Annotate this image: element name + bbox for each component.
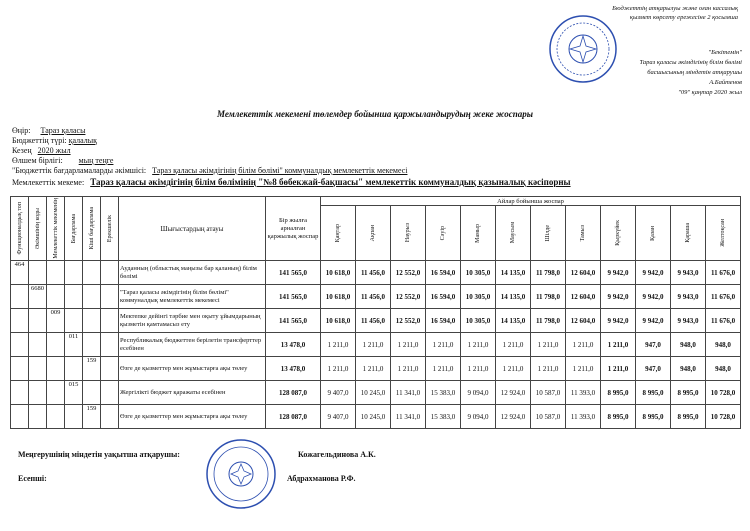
month-value-cell: 9 942,0 bbox=[636, 285, 671, 309]
corner-note-line2: қызмет көрсету ережесіне 2 қосымша bbox=[629, 14, 738, 21]
month-value-cell: 10 305,0 bbox=[461, 261, 496, 285]
code-cell: 011 bbox=[65, 333, 83, 357]
month-value-cell: 1 211,0 bbox=[356, 333, 391, 357]
month-value-cell: 15 383,0 bbox=[426, 381, 461, 405]
month-value-cell: 11 798,0 bbox=[531, 309, 566, 333]
months-group-header: Айлар бойынша жоспар bbox=[321, 197, 741, 206]
code-cell bbox=[29, 405, 47, 429]
month-value-cell: 10 245,0 bbox=[356, 405, 391, 429]
admin-value: Тараз қаласы әкімдігінің білім бөлімі" коммуналдық мемлекеттік мекемесі bbox=[152, 166, 408, 175]
approval-line1: Тараз қаласы әкімдігінің білім бөлімі bbox=[639, 59, 742, 66]
admin-label: "Бюджеттік бағдарламаларды әкімшісі: bbox=[12, 166, 147, 175]
month-value-cell: 10 305,0 bbox=[461, 309, 496, 333]
annual-total-cell: 128 087,0 bbox=[266, 381, 321, 405]
code-header: Мемлекеттік мекеменің bbox=[47, 197, 65, 261]
code-cell bbox=[47, 381, 65, 405]
code-cell bbox=[65, 285, 83, 309]
table-row bbox=[11, 357, 741, 381]
month-header: Тамыз bbox=[566, 206, 601, 261]
month-value-cell: 11 456,0 bbox=[356, 285, 391, 309]
month-value-cell: 9 094,0 bbox=[461, 405, 496, 429]
expense-name-cell: Мектепке дейінгі тәрбие мен оқыту ұйымдарының қызметін қамтамасыз ету bbox=[119, 309, 266, 333]
month-value-cell: 14 135,0 bbox=[496, 309, 531, 333]
month-value-cell: 11 393,0 bbox=[566, 381, 601, 405]
month-value-cell: 12 604,0 bbox=[566, 309, 601, 333]
month-header: Қазан bbox=[636, 206, 671, 261]
expense-name-cell: Жергілікті бюджет қаражаты есебінен bbox=[119, 381, 266, 405]
month-value-cell: 11 676,0 bbox=[706, 309, 741, 333]
code-cell bbox=[101, 261, 119, 285]
code-cell bbox=[101, 405, 119, 429]
month-value-cell: 11 456,0 bbox=[356, 261, 391, 285]
meta-period bbox=[12, 146, 71, 156]
code-cell bbox=[83, 333, 101, 357]
expense-name-cell: "Тараз қаласы әкімдігінің білім бөлімі" коммуналдық мемлекеттік мекемесі bbox=[119, 285, 266, 309]
table-header-row-1 bbox=[11, 197, 741, 206]
month-value-cell: 1 211,0 bbox=[321, 357, 356, 381]
meta-budget-type bbox=[12, 136, 97, 146]
expense-name-cell: Ауданның (облыстық маңызы бар қаланың) білім бөлімі bbox=[119, 261, 266, 285]
code-cell bbox=[47, 357, 65, 381]
code-cell: 015 bbox=[65, 381, 83, 405]
month-header: Сәуір bbox=[426, 206, 461, 261]
approval-date: "09" қаңтар 2020 жыл bbox=[678, 89, 742, 96]
table-row bbox=[11, 285, 741, 309]
meta-admin bbox=[12, 166, 407, 176]
month-header: Қараша bbox=[671, 206, 706, 261]
code-cell bbox=[29, 261, 47, 285]
code-cell bbox=[101, 333, 119, 357]
month-header: Қыркүйек bbox=[601, 206, 636, 261]
code-header: Функционалдық топ bbox=[11, 197, 29, 261]
document-title: Мемлекеттік мекемені төлемдер бойынша қаржыландырудың жеке жоспары bbox=[216, 109, 534, 119]
month-header: Маусым bbox=[496, 206, 531, 261]
month-value-cell: 1 211,0 bbox=[461, 357, 496, 381]
table-row bbox=[11, 309, 741, 333]
month-value-cell: 8 995,0 bbox=[601, 381, 636, 405]
code-cell bbox=[47, 333, 65, 357]
table-row bbox=[11, 261, 741, 285]
month-value-cell: 1 211,0 bbox=[356, 357, 391, 381]
code-cell bbox=[101, 285, 119, 309]
month-value-cell: 10 587,0 bbox=[531, 405, 566, 429]
expense-name-cell: Өзге де қызметтер мен жұмыстарға ақы төлеу bbox=[119, 357, 266, 381]
institution-label: Мемлекеттік мекеме: bbox=[12, 178, 85, 187]
month-value-cell: 1 211,0 bbox=[531, 357, 566, 381]
month-value-cell: 12 924,0 bbox=[496, 381, 531, 405]
month-value-cell: 14 135,0 bbox=[496, 285, 531, 309]
head-signature-label: Меңгерушінің міндетін уақытша атқарушы: bbox=[18, 450, 180, 459]
month-value-cell: 10 618,0 bbox=[321, 285, 356, 309]
meta-region bbox=[12, 126, 85, 136]
meta-institution bbox=[12, 177, 571, 188]
code-cell bbox=[11, 333, 29, 357]
month-value-cell: 9 942,0 bbox=[636, 261, 671, 285]
name-header: Шығыстардың атауы bbox=[119, 197, 266, 261]
annual-total-cell: 128 087,0 bbox=[266, 405, 321, 429]
budget-type-value: қалалық bbox=[68, 136, 98, 145]
code-cell bbox=[83, 309, 101, 333]
accountant-signature-name: Абдрахманова Р.Ф. bbox=[287, 474, 356, 483]
table-row bbox=[11, 333, 741, 357]
month-value-cell: 9 942,0 bbox=[636, 309, 671, 333]
approval-signer: А.Байтенов bbox=[709, 79, 742, 86]
code-cell bbox=[101, 381, 119, 405]
month-value-cell: 1 211,0 bbox=[321, 333, 356, 357]
month-value-cell: 948,0 bbox=[706, 333, 741, 357]
month-value-cell: 8 995,0 bbox=[671, 381, 706, 405]
month-value-cell: 9 943,0 bbox=[671, 285, 706, 309]
month-value-cell: 1 211,0 bbox=[496, 333, 531, 357]
month-value-cell: 1 211,0 bbox=[566, 333, 601, 357]
month-value-cell: 12 552,0 bbox=[391, 285, 426, 309]
code-cell bbox=[11, 381, 29, 405]
code-cell bbox=[11, 357, 29, 381]
month-value-cell: 9 094,0 bbox=[461, 381, 496, 405]
code-cell bbox=[11, 285, 29, 309]
month-value-cell: 16 594,0 bbox=[426, 309, 461, 333]
code-header: Әкімшінің коды bbox=[29, 197, 47, 261]
table-row bbox=[11, 381, 741, 405]
month-value-cell: 1 211,0 bbox=[426, 333, 461, 357]
code-header: Ерекшелік bbox=[101, 197, 119, 261]
month-header: Мамыр bbox=[461, 206, 496, 261]
region-label: Өңір: bbox=[12, 126, 31, 135]
month-value-cell: 10 305,0 bbox=[461, 285, 496, 309]
month-value-cell: 9 407,0 bbox=[321, 405, 356, 429]
annual-total-cell: 141 565,0 bbox=[266, 309, 321, 333]
budget-type-label: Бюджеттің түрі: bbox=[12, 136, 67, 145]
unit-label: Өлшем бірлігі: bbox=[12, 156, 63, 165]
month-value-cell: 11 393,0 bbox=[566, 405, 601, 429]
institution-value: Тараз қаласы әкімдігінің білім бөлімінің "№8 бөбекжай-бақшасы" мемлекеттік коммуналдық қазыналық кәсіпорны bbox=[90, 177, 571, 187]
month-value-cell: 10 618,0 bbox=[321, 309, 356, 333]
code-cell bbox=[29, 357, 47, 381]
code-header: Кіші бағдарлама bbox=[83, 197, 101, 261]
month-value-cell: 11 676,0 bbox=[706, 261, 741, 285]
month-value-cell: 16 594,0 bbox=[426, 285, 461, 309]
annual-total-cell: 13 478,0 bbox=[266, 333, 321, 357]
month-value-cell: 8 995,0 bbox=[636, 405, 671, 429]
code-cell bbox=[101, 309, 119, 333]
month-value-cell: 12 552,0 bbox=[391, 309, 426, 333]
month-value-cell: 15 383,0 bbox=[426, 405, 461, 429]
month-value-cell: 10 245,0 bbox=[356, 381, 391, 405]
meta-unit bbox=[12, 156, 113, 166]
month-value-cell: 10 618,0 bbox=[321, 261, 356, 285]
code-cell bbox=[65, 261, 83, 285]
month-value-cell: 9 943,0 bbox=[671, 309, 706, 333]
month-value-cell: 1 211,0 bbox=[426, 357, 461, 381]
period-value: 2020 жыл bbox=[37, 146, 71, 155]
month-value-cell: 11 456,0 bbox=[356, 309, 391, 333]
month-value-cell: 12 552,0 bbox=[391, 261, 426, 285]
month-value-cell: 1 211,0 bbox=[391, 357, 426, 381]
corner-note bbox=[508, 4, 738, 22]
code-cell bbox=[47, 405, 65, 429]
annual-total-cell: 141 565,0 bbox=[266, 285, 321, 309]
month-value-cell: 10 587,0 bbox=[531, 381, 566, 405]
month-value-cell: 11 798,0 bbox=[531, 285, 566, 309]
month-value-cell: 947,0 bbox=[636, 357, 671, 381]
code-cell: 464 bbox=[11, 261, 29, 285]
month-value-cell: 10 728,0 bbox=[706, 405, 741, 429]
month-value-cell: 8 995,0 bbox=[636, 381, 671, 405]
period-label: Кезең bbox=[12, 146, 32, 155]
month-value-cell: 1 211,0 bbox=[496, 357, 531, 381]
month-value-cell: 16 594,0 bbox=[426, 261, 461, 285]
accountant-signature-label: Есепші: bbox=[18, 474, 47, 483]
month-header: Ақпан bbox=[356, 206, 391, 261]
month-value-cell: 11 798,0 bbox=[531, 261, 566, 285]
expense-name-cell: Өзге де қызметтер мен жұмыстарға ақы төлеу bbox=[119, 405, 266, 429]
region-value: Тараз қаласы bbox=[40, 126, 86, 135]
code-cell: 6680 bbox=[29, 285, 47, 309]
month-value-cell: 10 728,0 bbox=[706, 381, 741, 405]
month-value-cell: 12 604,0 bbox=[566, 261, 601, 285]
month-value-cell: 8 995,0 bbox=[671, 405, 706, 429]
month-value-cell: 14 135,0 bbox=[496, 261, 531, 285]
month-value-cell: 1 211,0 bbox=[601, 357, 636, 381]
table-row bbox=[11, 405, 741, 429]
month-header: Наурыз bbox=[391, 206, 426, 261]
approval-block bbox=[532, 48, 742, 98]
code-cell: 159 bbox=[83, 405, 101, 429]
month-value-cell: 11 341,0 bbox=[391, 405, 426, 429]
code-cell bbox=[11, 405, 29, 429]
month-value-cell: 1 211,0 bbox=[531, 333, 566, 357]
official-seal-bottom bbox=[205, 438, 277, 510]
month-value-cell: 11 676,0 bbox=[706, 285, 741, 309]
code-cell bbox=[29, 381, 47, 405]
annual-total-cell: 141 565,0 bbox=[266, 261, 321, 285]
month-value-cell: 1 211,0 bbox=[391, 333, 426, 357]
month-value-cell: 9 942,0 bbox=[601, 285, 636, 309]
month-value-cell: 11 341,0 bbox=[391, 381, 426, 405]
code-cell bbox=[83, 261, 101, 285]
total-header: Бір жылға арналған қаржылық жоспар bbox=[266, 197, 321, 261]
code-cell: 009 bbox=[47, 309, 65, 333]
code-cell bbox=[11, 309, 29, 333]
financing-plan-table bbox=[10, 196, 741, 429]
month-value-cell: 12 924,0 bbox=[496, 405, 531, 429]
month-header: Шілде bbox=[531, 206, 566, 261]
month-value-cell: 1 211,0 bbox=[461, 333, 496, 357]
head-signature-name: Кожагельдинова А.К. bbox=[298, 450, 376, 459]
unit-value: мың теңге bbox=[78, 156, 114, 165]
month-value-cell: 8 995,0 bbox=[601, 405, 636, 429]
approval-line2: басшысының міндетін атқарушы bbox=[647, 69, 742, 76]
code-cell: 159 bbox=[83, 357, 101, 381]
approval-label: "Бекітемін" bbox=[708, 49, 742, 56]
month-value-cell: 9 942,0 bbox=[601, 261, 636, 285]
month-value-cell: 947,0 bbox=[636, 333, 671, 357]
month-value-cell: 9 943,0 bbox=[671, 261, 706, 285]
code-cell bbox=[29, 333, 47, 357]
month-value-cell: 9 942,0 bbox=[601, 309, 636, 333]
code-header: Бағдарлама bbox=[65, 197, 83, 261]
month-header: Желтоқсан bbox=[706, 206, 741, 261]
expense-name-cell: Республикалық бюджеттен берілетін трансферттер есебінен bbox=[119, 333, 266, 357]
annual-total-cell: 13 478,0 bbox=[266, 357, 321, 381]
month-value-cell: 12 604,0 bbox=[566, 285, 601, 309]
code-cell bbox=[83, 285, 101, 309]
month-value-cell: 948,0 bbox=[706, 357, 741, 381]
code-cell bbox=[101, 357, 119, 381]
code-cell bbox=[47, 285, 65, 309]
code-cell bbox=[47, 261, 65, 285]
code-cell bbox=[65, 309, 83, 333]
month-value-cell: 9 407,0 bbox=[321, 381, 356, 405]
month-header: Қаңтар bbox=[321, 206, 356, 261]
corner-note-line1: Бюджеттің атқарылуы және оған кассалық bbox=[612, 5, 738, 12]
code-cell bbox=[29, 309, 47, 333]
month-value-cell: 948,0 bbox=[671, 333, 706, 357]
month-value-cell: 1 211,0 bbox=[601, 333, 636, 357]
code-cell bbox=[83, 381, 101, 405]
code-cell bbox=[65, 357, 83, 381]
month-value-cell: 1 211,0 bbox=[566, 357, 601, 381]
month-value-cell: 948,0 bbox=[671, 357, 706, 381]
code-cell bbox=[65, 405, 83, 429]
